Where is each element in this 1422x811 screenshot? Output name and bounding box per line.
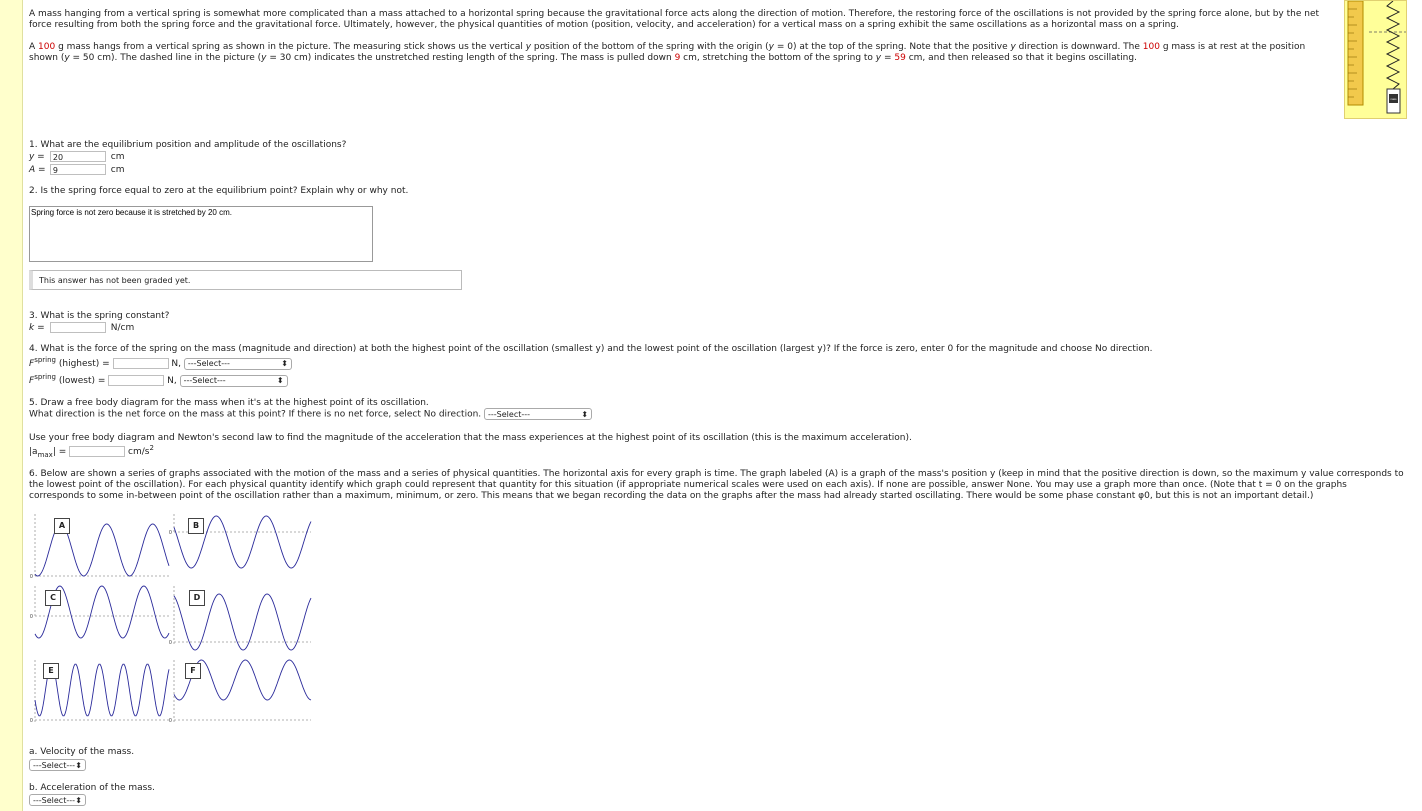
updown-arrow-icon: ⬍	[281, 359, 288, 368]
q1-y-row	[29, 151, 124, 162]
q2-prompt: 2. Is the spring force equal to zero at the equilibrium point? Explain why or why not.	[29, 186, 409, 196]
graph-label-b: B	[188, 518, 204, 534]
q3-prompt: 3. What is the spring constant?	[29, 311, 170, 321]
acceleration-graph-select[interactable]: ---Select--- ⬍	[29, 794, 86, 806]
q6-prompt: 6. Below are shown a series of graphs associated with the motion of the mass and a series of physical quantities. The horizontal axis for every graph is time. The graph labeled (A) is a graph of the mass's position y (keep in mind that the positive direction is down, so the maximum y value corresponds to the lowest point of the oscillation). For each physical quantity identify which graph could represent that quantity for this situation (if appropriate numerical scales were used on each axis). If none are possible, answer None. You may use a graph more than once. (Note that t = 0 on the graphs corresponds to some in-between point of the oscillation rather than a maximum, minimum, or zero. This means that we began recording the data on the graphs after the mass had already started oscillating. There would be some phase constant φ0, but this is not an important detail.)	[29, 469, 1404, 501]
force-highest-input[interactable]	[113, 358, 169, 369]
q1-prompt: 1. What are the equilibrium position and amplitude of the oscillations?	[29, 140, 347, 150]
q5-accel-row: $|a_{max}| = cm/s^2$	[29, 444, 154, 459]
spring-figure-panel	[1344, 0, 1407, 119]
stretch-position: 59	[894, 53, 906, 63]
a-unit: cm	[110, 165, 125, 175]
intro-paragraph-1: A mass hanging from a vertical spring is somewhat more complicated than a mass attached to a horizontal spring because the gravitational force acts along the direction of motion. Therefore, the restoring force of the oscillations is not provided by the spring force alone, but by the net force resulting from both the spring force and the gravitational force. Ultimately, however, the physical quantities of motion (position, velocity, and acceleration) for a vertical mass on a spring exhibit the same oscillations as a horizontal mass on a spring.	[29, 9, 1320, 30]
svg-text:mass: mass	[1390, 98, 1397, 101]
origin-label: 0	[30, 718, 33, 724]
highest-label: (highest) =	[58, 359, 110, 369]
q5-direction-row	[29, 408, 592, 420]
lowest-label: (lowest) =	[58, 376, 106, 386]
mass-value: 100	[38, 42, 56, 52]
k-unit: N/cm	[110, 323, 135, 333]
measuring-stick	[1348, 1, 1363, 105]
updown-arrow-icon: ⬍	[276, 376, 284, 385]
y-unit: cm	[110, 152, 125, 162]
force-lowest-input[interactable]	[108, 375, 164, 386]
graphs-figure	[29, 512, 319, 732]
q3-row	[29, 322, 134, 333]
q5-direction-question: What direction is the net force on the mass at this point? If there is no net force, select No direction.	[29, 409, 482, 420]
accel-unit: $cm/s^2$	[128, 444, 154, 457]
q6a-row	[29, 759, 86, 771]
graph-a	[30, 514, 169, 580]
amplitude-label: A =	[29, 165, 46, 175]
max-acceleration-input[interactable]	[69, 446, 125, 457]
q5-accel-question: Use your free body diagram and Newton's second law to find the magnitude of the acceleration that the mass experiences at the highest point of its oscillation (this is the maximum acceleration).	[29, 433, 912, 443]
equilibrium-input[interactable]: 20	[50, 151, 106, 162]
q4-prompt: 4. What is the force of the spring on the mass (magnitude and direction) at both the highest point of the oscillation (smallest y) and the lowest point of the oscillation (largest y)? If the force is zero, enter 0 for the magnitude and choose No direction.	[29, 344, 1153, 354]
force-highest-direction-select[interactable]: ---Select--- ⬍	[184, 358, 292, 370]
graph-label-d: D	[189, 590, 205, 606]
origin-label: 0	[169, 530, 172, 536]
q6a-label: a. Velocity of the mass.	[29, 747, 135, 757]
q1-a-row	[29, 164, 124, 175]
net-force-direction-select[interactable]: ---Select--- ⬍	[484, 408, 592, 420]
force-lowest-direction-select[interactable]: ---Select--- ⬍	[180, 375, 288, 387]
origin-label: 0	[169, 718, 172, 724]
amplitude-input[interactable]: 9	[50, 164, 106, 175]
q4-lowest-row: $F^{spring}$ (lowest) = N, ---Select--- ⬍	[29, 373, 288, 387]
spring-figure	[1345, 1, 1406, 118]
q2-answer-textarea[interactable]	[29, 206, 373, 262]
graph-label-e: E	[43, 663, 59, 679]
updown-arrow-icon: ⬍	[581, 409, 589, 419]
origin-label: 0	[169, 640, 172, 646]
intro-paragraph-2: A 100 g mass hangs from a vertical spring as shown in the picture. The measuring stick shows us the vertical y position of the bottom of the spring with the origin (y = 0) at the top of the spring. Note that the positive y direction is downward. The 100 g mass is at rest at the position shown (y = 50 cm). The dashed line in the picture (y = 30 cm) indicates the unstretched resting length of the spring. The mass is pulled down 9 cm, stretching the bottom of the spring to y = 59 cm, and then released so that it begins oscillating.	[29, 42, 1306, 63]
origin-label: 0	[30, 614, 33, 620]
q6b-row	[29, 794, 86, 806]
pull-distance: 9	[674, 53, 681, 63]
q4-highest-row: $F^{spring}$ (highest) = N, ---Select--- ⬍	[29, 356, 292, 370]
spring-constant-input[interactable]	[50, 322, 106, 333]
graph-label-f: F	[185, 663, 201, 679]
mass-value-2: 100	[1142, 42, 1160, 52]
q6b-label: b. Acceleration of the mass.	[29, 783, 155, 793]
graded-status: This answer has not been graded yet.	[29, 270, 462, 290]
y-label: y =	[29, 152, 45, 162]
updown-arrow-icon: ⬍	[75, 760, 82, 770]
k-label: k =	[29, 323, 45, 333]
left-margin-bar	[0, 0, 23, 811]
graph-label-c: C	[45, 590, 61, 606]
q5-prompt: 5. Draw a free body diagram for the mass when it's at the highest point of its oscillation.	[29, 398, 429, 408]
velocity-graph-select[interactable]: ---Select--- ⬍	[29, 759, 86, 771]
graph-label-a: A	[54, 518, 70, 534]
origin-label: 0	[30, 574, 33, 580]
spring-coil	[1387, 1, 1399, 89]
updown-arrow-icon: ⬍	[75, 795, 82, 805]
